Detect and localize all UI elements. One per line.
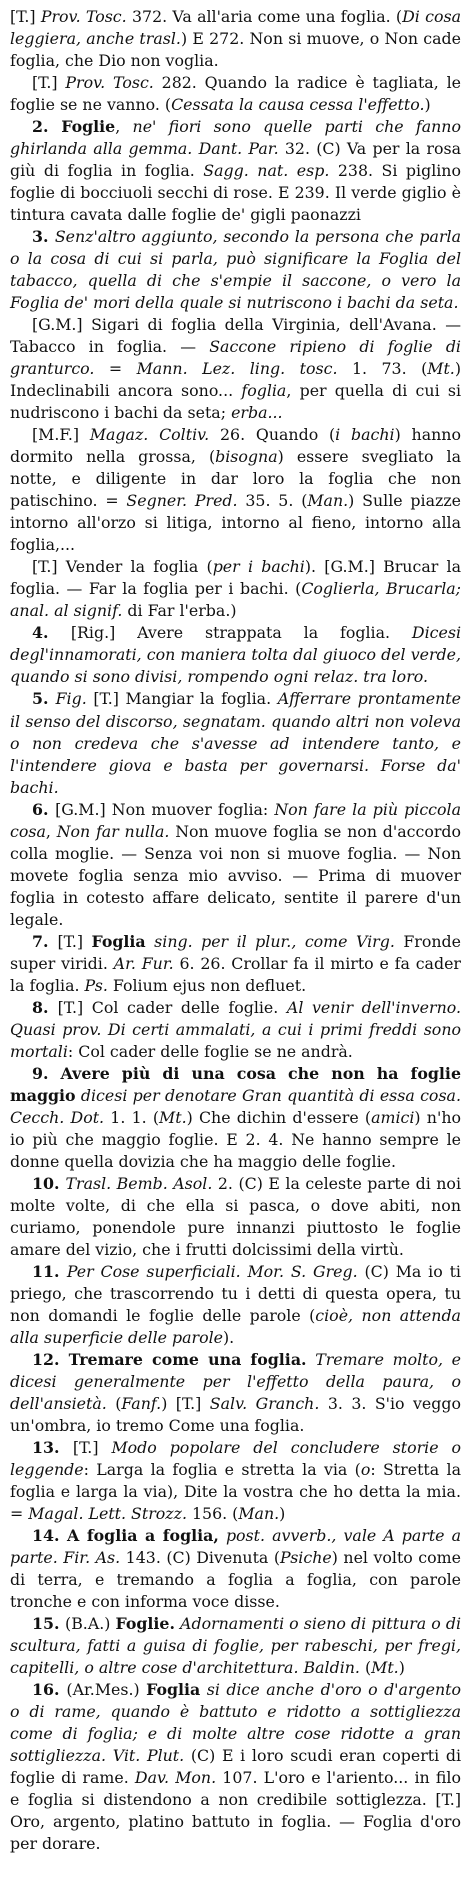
entry-text: Magal. Lett. Strozz. xyxy=(28,1504,187,1524)
entry-text: , xyxy=(115,117,133,137)
dictionary-column xyxy=(10,6,461,1855)
entry-text: Man. xyxy=(307,491,349,511)
entry-text: Foglia xyxy=(146,1680,201,1700)
entry-text: (C) E i loro scudi eran coperti di foglie di rame. xyxy=(10,1746,461,1788)
entry-text: 26. Quando ( xyxy=(209,425,336,445)
entry-text: Folium ejus non defluet. xyxy=(107,975,307,995)
entry-text: ). xyxy=(223,1327,235,1347)
entry-paragraph xyxy=(10,556,461,622)
entry-text: o xyxy=(360,1460,371,1480)
entry-paragraph xyxy=(10,1173,461,1261)
entry-text: sing. per il plur., come Virg. xyxy=(154,931,395,951)
entry-text: Adornamenti o sieno di pittura o di scultura, fatti a guisa di foglie, per rabeschi, per fregi, capitelli, o altre cose d'architettura. Baldin. xyxy=(10,1614,462,1678)
entry-number: 11. xyxy=(32,1261,67,1281)
entry-text: : Col cader delle foglie se ne andrà. xyxy=(67,1041,353,1061)
entry-paragraph xyxy=(10,424,461,556)
entry-text: Dav. Mon. xyxy=(134,1768,217,1788)
entry-text: A foglia a foglia, xyxy=(67,1526,219,1546)
entry-text: , per quella di cui si nudriscono i bachi da seta; xyxy=(10,381,461,423)
entry-number: 13. xyxy=(32,1438,73,1458)
entry-number: 5. xyxy=(32,689,56,709)
entry-paragraph xyxy=(10,314,461,424)
entry-text: Prov. Tosc. xyxy=(40,7,127,26)
entry-text: 2. (C) E la celeste parte di noi molte volte, di che ella si pasca, o dove abiti, non curiamo, ponendole pure innanzi piuttosto le foglie amare del vizio, che i frutti dolcissimi della virtù. xyxy=(10,1173,461,1259)
entry-text: (B.A.) xyxy=(65,1614,116,1634)
entry-paragraph xyxy=(10,931,461,997)
entry-text: [Rig.] Avere strappata la foglia. xyxy=(70,623,412,643)
entry-text: 156. ( xyxy=(186,1504,239,1524)
entry-text: Mt. xyxy=(159,1107,187,1127)
entry-text: 3. 3. S'io veggo un'ombra, io tremo Come una foglia. xyxy=(10,1393,461,1435)
entry-text: Coglierla, Brucarla; anal. al signif. xyxy=(10,579,462,621)
entry-text: Trasl. Bemb. Asol. xyxy=(65,1173,213,1193)
entry-text: Prov. Tosc. xyxy=(65,73,154,93)
entry-text: Per Cose superficiali. Mor. S. Greg. xyxy=(66,1261,358,1281)
entry-paragraph xyxy=(10,6,461,72)
entry-number: 4. xyxy=(32,623,71,643)
entry-number: 3. xyxy=(32,227,55,247)
entry-text: ) Indeclinabili ancora sono... xyxy=(10,359,461,401)
entry-text: Foglie. xyxy=(115,1614,175,1634)
entry-text: [M.F.] xyxy=(32,425,90,445)
entry-text: foglia xyxy=(241,381,287,401)
entry-number: 6. xyxy=(32,799,56,819)
entry-text: : Larga la foglia e stretta la via ( xyxy=(83,1460,361,1480)
entry-text: Foglia xyxy=(91,931,146,951)
entry-text: Tremare come una foglia. xyxy=(68,1349,307,1369)
entry-text xyxy=(219,1526,226,1545)
entry-paragraph xyxy=(10,1261,461,1349)
entry-paragraph xyxy=(10,226,461,314)
entry-text: Al venir dell'inverno. Quasi prov. Di certi ammalati, a cui i primi freddi sono mortali xyxy=(10,997,461,1061)
entry-number: 10. xyxy=(32,1173,66,1193)
entry-text: [G.M.] Non muover foglia: xyxy=(55,799,275,819)
entry-text: Magaz. Coltiv. xyxy=(89,425,210,445)
entry-text: Segner. Pred. xyxy=(126,491,238,511)
entry-text: ( xyxy=(359,1658,372,1678)
entry-text: ne' fiori sono quelle parti che fanno ghirlanda alla gemma. Dant. Par. xyxy=(10,117,461,159)
entry-text: ) E 272. Non si muove, o Non cade foglia, che Dio non voglia. xyxy=(10,29,461,71)
entry-paragraph xyxy=(10,799,461,931)
entry-text: si dice anche d'oro o d'argento o di rame, quando è battuto e ridotto a sottigliezza come di foglia; e di molte altre cose ridotte a gran sottigliezza. Vit. Plut. xyxy=(10,1680,461,1766)
entry-number: 9. xyxy=(32,1063,61,1083)
entry-text: ) [T.] xyxy=(161,1393,210,1413)
entry-text: Afferrare prontamente il senso del discorso, segnatam. quando altri non voleva o non credeva che s'avesse ad intendere tanto, e l'intendere giova e basta per governarsi. Forse da' bachi. xyxy=(10,689,461,797)
entry-text: Fig. xyxy=(55,689,87,709)
entry-text: ) essere svegliato la notte, e diligente in dar loro la foglia che non patischino. = xyxy=(10,447,461,511)
entry-text: 1. 73. ( xyxy=(337,359,428,379)
entry-text: [T.] xyxy=(72,1438,112,1458)
entry-text: 107. L'oro e l'ariento... in filo e foglia si distendono a non credibile sottiglezza. [T.] Oro, argento, platino battuto in foglia. — Foglia d'oro per dorare. xyxy=(10,1768,461,1854)
entry-text: Tremare molto, e dicesi generalmente per l'effetto della paura, o dell'ansietà. xyxy=(10,1349,462,1413)
entry-text: per i bachi xyxy=(212,557,305,577)
entry-text: ) nel volto come di terra, e tremando a foglia a foglia, con parole tronche e con informa voce disse. xyxy=(10,1548,461,1612)
entry-text: Cessata la causa cessa l'effetto. xyxy=(171,95,425,115)
entry-paragraph xyxy=(10,72,461,116)
entry-paragraph xyxy=(10,688,461,798)
entry-text: Salv. Granch. xyxy=(209,1393,320,1413)
entry-text: Saccone ripieno di foglie di granturco. = Mann. Lez. ling. tosc. xyxy=(10,337,461,379)
entry-text: ). [G.M.] Brucar la foglia. — Far la foglia per i bachi. ( xyxy=(10,557,462,599)
entry-paragraph xyxy=(10,997,461,1063)
entry-paragraph xyxy=(10,622,461,688)
entry-text: [T.] Mangiar la foglia. xyxy=(86,689,278,709)
entry-text: Di cosa leggiera, anche trasl. xyxy=(10,7,461,49)
entry-paragraph xyxy=(10,1679,461,1855)
entry-text: Psiche xyxy=(280,1548,332,1568)
entry-text: [G.M.] Sigari di foglia della Virginia, dell'Avana. — Tabacco in foglia. — xyxy=(10,315,461,357)
entry-number: 15. xyxy=(32,1614,66,1634)
entry-number: 7. xyxy=(32,931,58,951)
entry-text: 6. 26. Crollar fa il mirto e fa cader la foglia. xyxy=(10,953,461,995)
entry-text: Ps. xyxy=(84,975,108,995)
entry-text: Mt. xyxy=(371,1658,399,1678)
entry-text: [T.] Col cader delle foglie. xyxy=(57,997,287,1017)
entry-text: Fronde super viridi. xyxy=(10,931,461,973)
entry-text: 238. Si piglino foglie di bocciuoli secchi di rose. E 239. Il verde giglio è tintura cavata dalle foglie de' gigli paonazzi xyxy=(10,161,461,225)
entry-text: ) n'ho io più che maggio foglie. E 2. 4. Ne hanno sempre le donne quella dovizia che ha maggio delle foglie. xyxy=(10,1107,461,1171)
entry-paragraph xyxy=(10,1063,461,1173)
entry-paragraph xyxy=(10,1613,461,1679)
entry-text: 282. Quando la radice è tagliata, le foglie se ne vanno. ( xyxy=(10,73,461,115)
entry-text: Non far nulla. xyxy=(56,821,170,841)
entry-paragraph xyxy=(10,1437,461,1525)
entry-text xyxy=(146,932,154,951)
entry-text: erba... xyxy=(231,403,283,423)
entry-text: 35. 5. ( xyxy=(237,491,308,511)
entry-text: Fanf. xyxy=(121,1393,162,1413)
entry-number: 16. xyxy=(32,1680,67,1700)
entry-text: (Ar.Mes.) xyxy=(66,1680,147,1700)
entry-text: [T.] xyxy=(32,73,66,93)
entry-text: ) Che dichin d'essere ( xyxy=(186,1107,372,1127)
entry-paragraph xyxy=(10,1525,461,1613)
entry-text: (C) Ma io ti priego, che trascorrendo tu i detti di questa opera, tu non domandi le foglie delle parole ( xyxy=(10,1261,461,1325)
entry-text: Ar. Fur. xyxy=(113,953,174,973)
entry-text xyxy=(307,1350,316,1369)
entry-text: 1. 1. ( xyxy=(104,1107,160,1127)
entry-text: ) hanno dormito nella grossa, ( xyxy=(10,425,461,467)
entry-text: Sagg. nat. esp. xyxy=(203,161,330,181)
entry-text: 372. Va all'aria come una foglia. ( xyxy=(126,7,403,26)
entry-text: ) Sulle piazze intorno all'orzo si litiga, intorno al fieno, intorno alla foglia,... xyxy=(10,491,462,555)
entry-text: , xyxy=(45,821,57,841)
entry-text: ) xyxy=(424,95,431,115)
entry-text: [T.] xyxy=(10,7,41,26)
entry-text: Modo popolare del concludere storie o leggende xyxy=(10,1438,462,1480)
entry-text: di Far l'erba.) xyxy=(122,601,237,621)
entry-paragraph xyxy=(10,116,461,226)
entry-text: Dicesi degl'innamorati, con maniera tolta dal giuoco del verde, quando si sono divisi, rompendo ogni relaz. tra loro. xyxy=(10,623,461,687)
entry-text: dicesi per denotare Gran quantità di essa cosa. Cecch. Dot. xyxy=(10,1085,461,1127)
entry-text: [T.] Vender la foglia ( xyxy=(32,557,213,577)
entry-text: 32. (C) Va per la rosa giù di foglia in foglia. xyxy=(10,139,462,181)
entry-text: amici xyxy=(371,1107,415,1127)
entry-text: ) xyxy=(279,1504,286,1524)
entry-number: 14. xyxy=(32,1526,68,1546)
entry-text: [T.] xyxy=(57,931,92,951)
entry-text: Senz'altro aggiunto, secondo la persona che parla o la cosa di cui si parla, può significare la Foglia del tabacco, quella di che s'empie il saccone, o vero la Foglia de' mori della quale si nutriscono i bachi da seta. xyxy=(10,227,461,313)
entry-text: Man. xyxy=(238,1504,280,1524)
entry-text: cioè, non attenda alla superficie delle parole xyxy=(10,1305,461,1347)
entry-text: Mt. xyxy=(427,359,455,379)
entry-text: ( xyxy=(106,1393,122,1413)
entry-text: ) xyxy=(398,1658,405,1678)
entry-text: Avere più di una cosa che non ha foglie maggio xyxy=(10,1063,461,1105)
entry-text: 143. (C) Divenuta ( xyxy=(120,1548,280,1568)
entry-number: 2. xyxy=(32,117,62,137)
entry-text: post. avverb., vale A parte a parte. Fir. As. xyxy=(10,1526,461,1568)
entry-text: bisogna xyxy=(215,447,278,467)
entry-number: 8. xyxy=(32,997,58,1017)
entry-text: Non muove foglia se non d'accordo colla moglie. — Senza voi non si muove foglia. — Non movete foglia senza mio avviso. — Prima di muover foglia in cotesto affare delicato, sentite il parere d'un legale. xyxy=(10,821,462,929)
entry-paragraph xyxy=(10,1349,461,1437)
entry-text: : Stretta la foglia e larga la via), Dite la vostra che ho detta la mia. = xyxy=(10,1460,461,1524)
entry-number: 12. xyxy=(32,1349,69,1369)
entry-text: Foglie xyxy=(61,117,116,137)
entry-text: Non fare la più piccola cosa xyxy=(10,799,461,841)
entry-text: i bachi xyxy=(335,425,395,445)
